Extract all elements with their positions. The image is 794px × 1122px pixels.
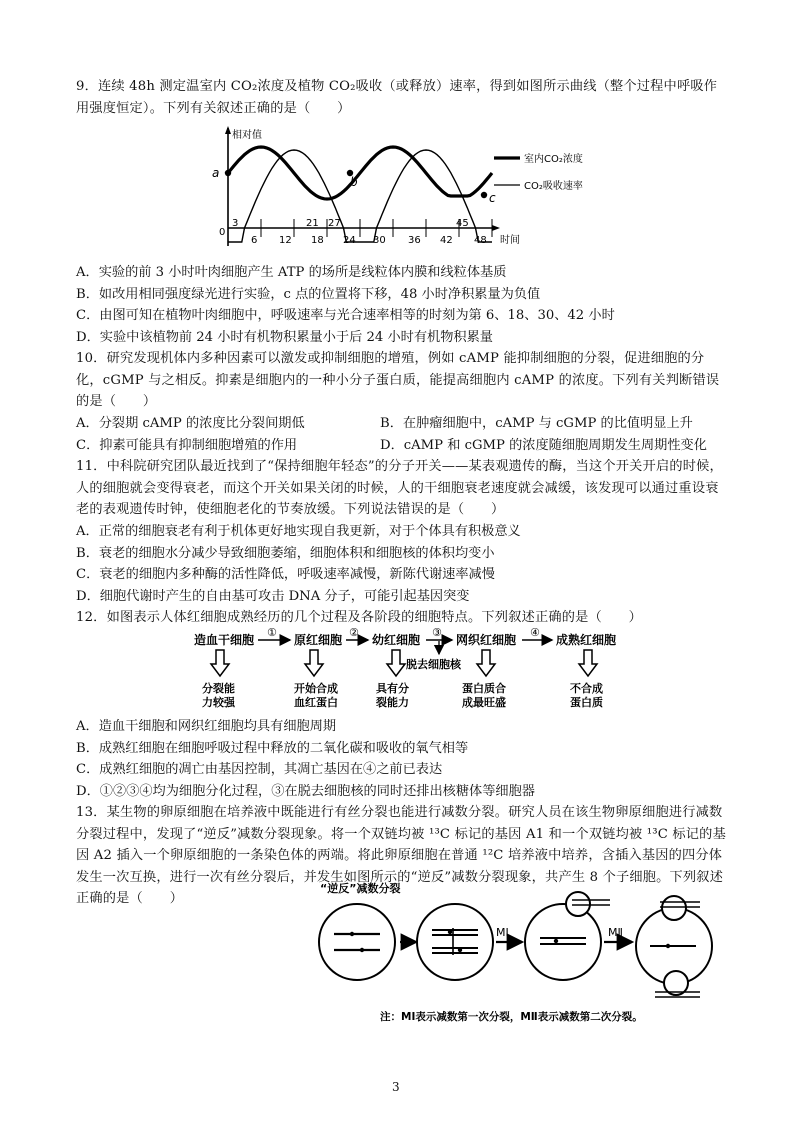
q10-option-d[interactable]: D．cAMP 和 cGMP 的浓度随细胞周期发生周期性变化	[380, 438, 707, 453]
feature-erythroblast: 具有分裂能力	[376, 682, 409, 709]
point-b-label: b	[350, 175, 358, 189]
q11-option-a[interactable]: A．正常的细胞衰老有利于机体更好地实现自我更新，对于个体具有积极意义	[76, 524, 521, 539]
legend-label-concentration: 室内CO₂浓度	[524, 154, 583, 165]
q12-stem: 12．如图表示人体红细胞成熟经历的几个过程及各阶段的细胞特点。下列叙述正确的是（ ）	[76, 610, 643, 625]
cell-1	[319, 904, 395, 980]
q10-stem: 10．研究发现机体内多种因素可以激发或抑制细胞的增殖，例如 cAMP 能抑制细胞的分裂，促进细胞的分化，cGMP 与之相反。抑素是细胞内的一种小分子蛋白质，能提高细胞内 cAMP 的浓度。下列有关判断错误的是（ ）	[76, 351, 720, 410]
point-a	[225, 170, 231, 176]
cell-hsc: 造血干细胞	[194, 633, 255, 647]
q12-option-d[interactable]: D．①②③④均为细胞分化过程，③在脱去细胞核的同时还排出核糖体等细胞器	[76, 784, 535, 799]
q9-option-c[interactable]: C．由图可知在植物叶肉细胞中，呼吸速率与光合速率相等的时刻为第 6、18、30、42 小时	[76, 308, 615, 323]
q9-option-a[interactable]: A．实验的前 3 小时叶肉细胞产生 ATP 的场所是线粒体内膜和线粒体基质	[76, 265, 507, 280]
x-tick-42: 42	[440, 235, 453, 246]
denucleation-label: 脱去细胞核	[406, 658, 461, 671]
cell-reticulocyte: 网织红细胞	[456, 633, 517, 647]
x-tick-24: 24	[343, 235, 356, 246]
q9-option-b[interactable]: B．如改用相同强度绿光进行实验，c 点的位置将下移，48 小时净积累量为负值	[76, 287, 541, 302]
cell-erythroblast: 幼红细胞	[372, 633, 421, 647]
q11-option-c[interactable]: C．衰老的细胞内多种酶的活性降低，呼吸速率减慢，新陈代谢速率减慢	[76, 567, 495, 582]
y-axis-arrow	[225, 126, 231, 134]
q12-erythrocyte-diagram	[190, 628, 640, 710]
q11-option-b[interactable]: B．衰老的细胞水分减少导致细胞萎缩，细胞体积和细胞核的体积均变小	[76, 546, 495, 561]
co2-concentration-curve	[228, 147, 492, 199]
q10-option-b[interactable]: B．在肿瘤细胞中，cAMP 与 cGMP 的比值明显上升	[380, 416, 693, 431]
feature-proerythroblast: 开始合成血红蛋白	[294, 682, 338, 709]
x-tick-30: 30	[373, 235, 386, 246]
x-tick-48: 48	[474, 235, 487, 246]
page-number: 3	[392, 1080, 400, 1094]
q10-option-a[interactable]: A．分裂期 cAMP 的浓度比分裂间期低	[76, 416, 305, 431]
q12-option-a[interactable]: A．造血干细胞和网织红细胞均具有细胞周期	[76, 719, 337, 734]
polar-body-2	[662, 896, 686, 920]
cell-2	[417, 904, 493, 980]
q13-stem: 13．某生物的卵原细胞在培养液中既能进行有丝分裂也能进行减数分裂。研究人员在该生物卵原细胞进行减数分裂过程中，发现了“逆反”减数分裂现象。将一个双链均被 ¹³C 标记的基因 A1 和一个双链均被 ¹³C 标记的基因 A2 插入一个卵原细胞的一条染色体的两端。将此卵原细胞在普通 ¹²C 培养液中培养，含插入基因的四分体发生一次互换，进行一次有丝分裂后，并发生如图所示的“逆反”减数分裂现象，共产生 8 个子细胞。下列叙述正确的是（ ）	[76, 805, 726, 907]
down-arrow-1	[211, 650, 229, 676]
q11-stem: 11．中科院研究团队最近找到了“保持细胞年轻态”的分子开关——某表观遗传的酶，当这个开关开启的时候，人的细胞就会变得衰老，而这个开关如果关闭的时候，人的干细胞衰老速度就会减缓，该发现可以通过重设衰老的表观遗传时钟，使细胞老化的节奏放缓。下列说法错误的是（ ）	[76, 459, 723, 518]
q9-stem: 9．连续 48h 测定温室内 CO₂浓度及植物 CO₂吸收（或释放）速率，得到如图所示曲线（整个过程中呼吸作用强度恒定）。下列有关叙述正确的是（ ）	[76, 79, 718, 116]
down-arrow-4	[477, 650, 495, 676]
crossing-label-27: 27	[328, 218, 341, 229]
crossing-label-45: 45	[456, 218, 469, 229]
q13-diagram-title: “逆反”减数分裂	[320, 882, 401, 895]
y-axis-label: 相对值	[232, 130, 262, 141]
x-tick-18: 18	[311, 235, 324, 246]
cell-mature-rbc: 成熟红细胞	[556, 633, 617, 647]
q9-option-d[interactable]: D．实验中该植物前 24 小时有机物积累量小于后 24 小时有机物积累量	[76, 330, 493, 345]
down-arrow-5	[579, 650, 597, 676]
point-a-label: a	[212, 166, 220, 180]
feature-reticulocyte: 蛋白质合成最旺盛	[462, 682, 506, 709]
label-mi: MⅠ	[496, 926, 509, 939]
q13-note: 注：MⅠ表示减数第一次分裂，MⅡ表示减数第二次分裂。	[380, 1011, 643, 1023]
cell-3	[525, 904, 601, 980]
cell-proerythroblast: 原红细胞	[294, 633, 343, 647]
step-4-label: ④	[530, 628, 540, 639]
point-c-label: c	[489, 191, 496, 205]
q11-option-d[interactable]: D．细胞代谢时产生的自由基可攻击 DNA 分子，可能引起基因突变	[76, 589, 470, 604]
q10-option-c[interactable]: C．抑素可能具有抑制细胞增殖的作用	[76, 438, 298, 453]
polar-body-1	[566, 892, 590, 916]
q9-legend	[490, 148, 730, 198]
x-tick-36: 36	[408, 235, 421, 246]
q9-line-chart	[210, 124, 530, 250]
crossing-label-3: 3	[232, 218, 239, 229]
q12-option-b[interactable]: B．成熟红细胞在细胞呼吸过程中释放的二氧化碳和吸收的氧气相等	[76, 741, 469, 756]
step-1-label: ①	[267, 628, 277, 639]
down-arrow-3	[387, 650, 405, 676]
step-3-label: ③	[432, 628, 442, 639]
q12-option-c[interactable]: C．成熟红细胞的凋亡由基因控制，其凋亡基因在④之前已表达	[76, 762, 443, 777]
q13-meiosis-diagram	[310, 880, 730, 1030]
legend-label-absorption: CO₂吸收速率	[524, 181, 583, 192]
label-mii: MⅡ	[608, 926, 623, 939]
x-axis-arrow	[492, 225, 500, 231]
feature-hsc: 分裂能力较强	[202, 682, 235, 709]
x-tick-12: 12	[279, 235, 292, 246]
down-arrow-2	[305, 650, 323, 676]
step-2-label: ②	[349, 628, 359, 639]
point-c	[481, 192, 487, 198]
feature-mature-rbc: 不合成蛋白质	[570, 682, 603, 709]
crossing-label-21: 21	[306, 218, 319, 229]
x-axis-label: 时间	[500, 235, 520, 246]
x-tick-6: 6	[251, 235, 258, 246]
origin-label: 0	[219, 227, 226, 238]
